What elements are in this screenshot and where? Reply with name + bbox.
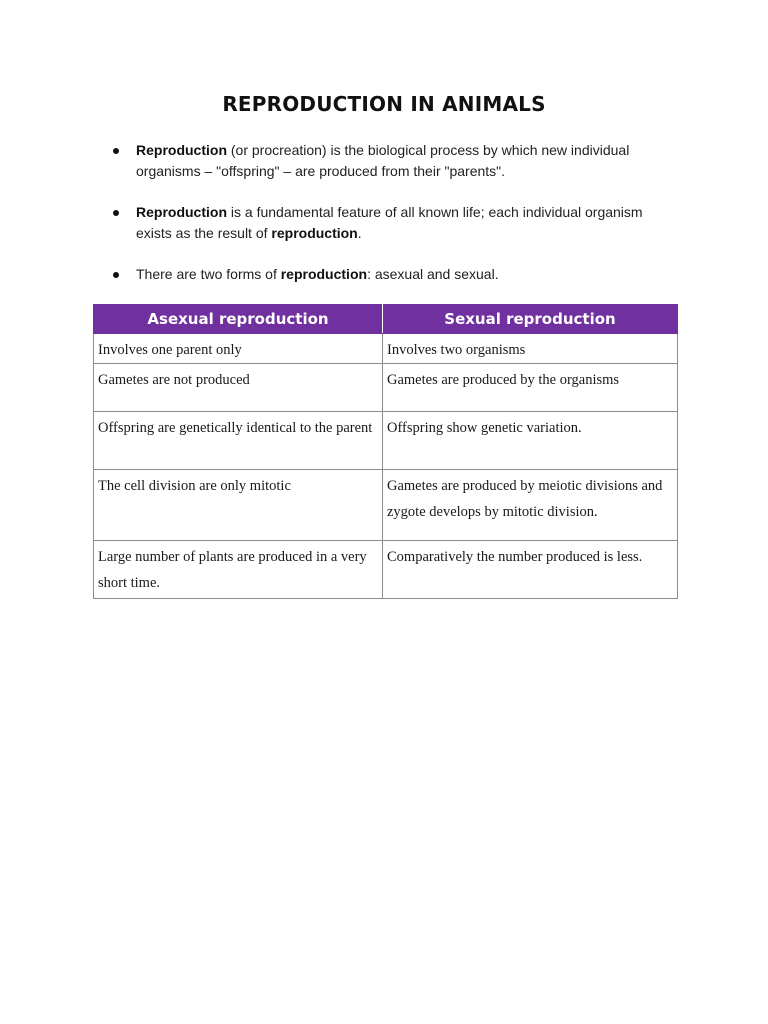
table-row	[94, 470, 678, 541]
table-row	[94, 334, 678, 364]
bullet-text-bold: reproduction	[280, 266, 368, 282]
bullet-text-bold: reproduction	[271, 225, 358, 241]
table-cell: Gametes are not produced	[94, 364, 383, 412]
table-cell: Involves one parent only	[94, 334, 383, 364]
table-cell: Gametes are produced by meiotic divisions and zygote develops by mitotic division.	[383, 470, 678, 541]
header-asexual: Asexual reproduction	[94, 305, 383, 334]
table-row	[94, 412, 678, 470]
bullet-text: : asexual and sexual.	[367, 266, 499, 282]
bullet-text: .	[357, 225, 362, 241]
table-cell: Offspring show genetic variation.	[383, 412, 678, 470]
table-cell: Comparatively the number produced is less.	[383, 541, 678, 599]
bullet-text-bold: Reproduction	[136, 204, 227, 220]
table-row	[94, 364, 678, 412]
table-cell: Offspring are genetically identical to the parent	[94, 412, 383, 470]
page-title: REPRODUCTION IN ANIMALS	[222, 92, 546, 116]
bullet-item	[112, 264, 682, 285]
bullet-item	[112, 140, 682, 182]
bullet-text: is a fundamental feature of all known life; each individual organism exists as the result of	[136, 204, 643, 241]
table-header-row	[94, 305, 678, 334]
table-row	[94, 541, 678, 599]
bullet-item	[112, 202, 682, 244]
bullet-dot-icon	[113, 210, 119, 216]
bullet-text-bold: Reproduction	[136, 142, 227, 158]
bullet-text: (or procreation) is the biological process by which new individual organisms – "offspring" – are produced from their "parents".	[136, 142, 630, 179]
comparison-table	[93, 304, 678, 599]
bullet-dot-icon	[113, 272, 119, 278]
table-cell: Gametes are produced by the organisms	[383, 364, 678, 412]
table-cell: The cell division are only mitotic	[94, 470, 383, 541]
bullet-dot-icon	[113, 148, 119, 154]
bullet-text: There are two forms of	[136, 266, 281, 282]
table-cell: Involves two organisms	[383, 334, 678, 364]
bullet-list	[112, 140, 682, 305]
header-sexual: Sexual reproduction	[383, 305, 678, 334]
table-cell: Large number of plants are produced in a very short time.	[94, 541, 383, 599]
